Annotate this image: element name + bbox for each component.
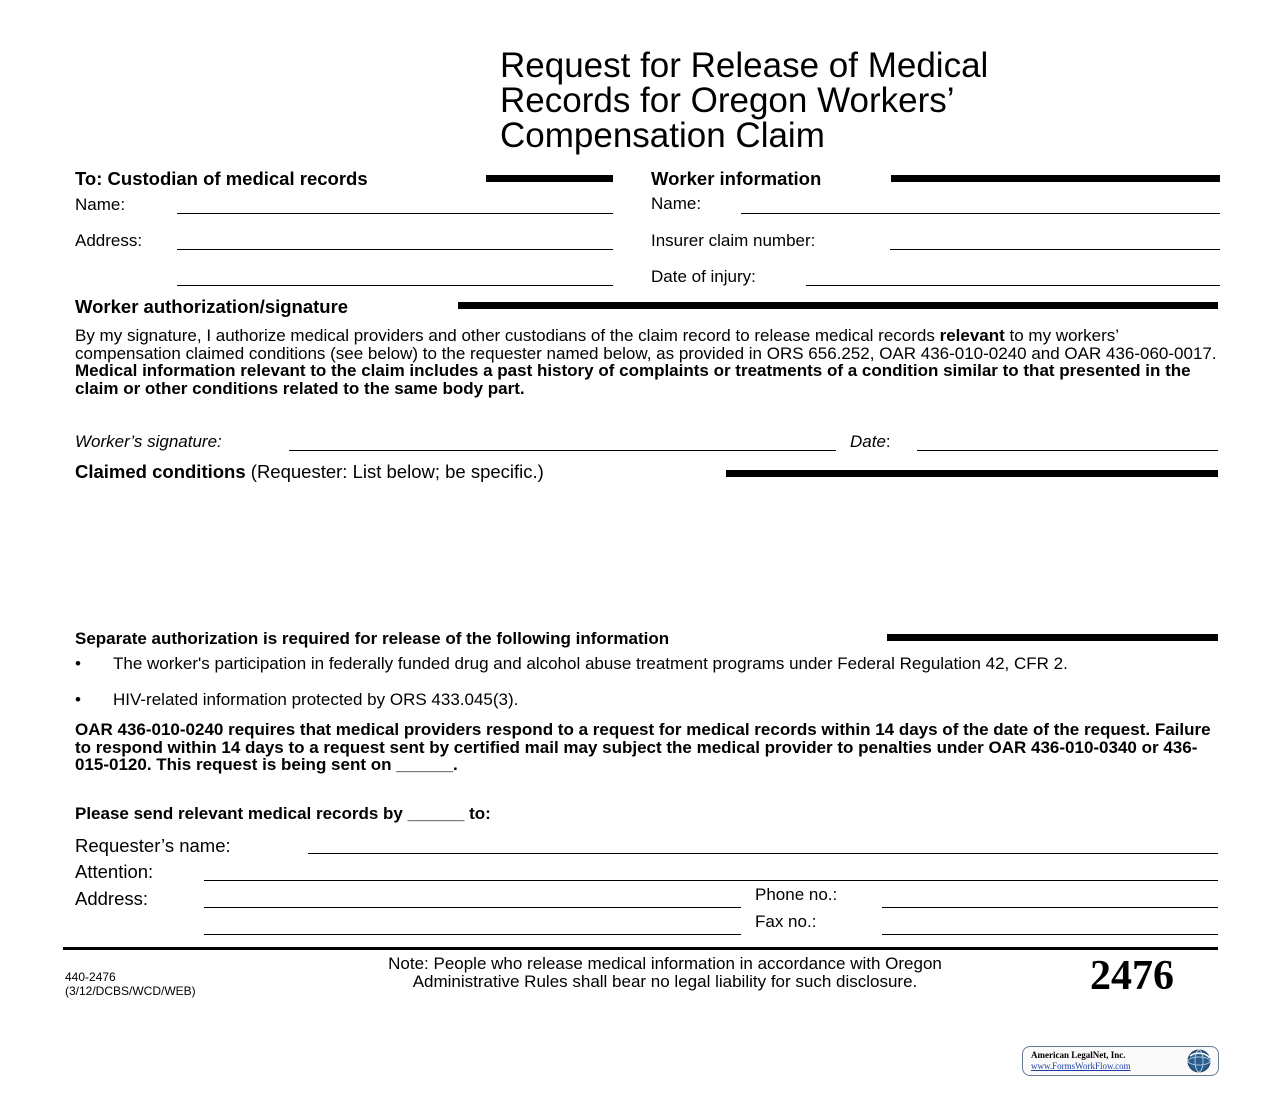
requester-name-label: Requester’s name: [75, 835, 231, 856]
phone-field[interactable] [882, 907, 1218, 908]
insurer-claim-field[interactable] [890, 249, 1220, 250]
requester-address-field-2[interactable] [204, 934, 741, 935]
authorization-heading-rule [458, 302, 1218, 309]
fax-label: Fax no.: [755, 912, 817, 931]
form-revision: (3/12/DCBS/WCD/WEB) [65, 984, 196, 998]
title-line-1: Request for Release of Medical [500, 46, 989, 85]
logo-url-link[interactable]: www.FormsWorkFlow.com [1031, 1061, 1131, 1071]
attention-label: Attention: [75, 861, 154, 882]
worker-info-heading-rule [891, 175, 1220, 182]
form-code: 440-2476 [65, 970, 116, 984]
signature-date-field[interactable] [917, 450, 1218, 451]
worker-name-field[interactable] [741, 213, 1220, 214]
worker-name-label: Name: [651, 194, 702, 213]
requester-name-field[interactable] [308, 853, 1218, 854]
liability-note-line-1: Note: People who release medical information in accordance with Oregon [388, 954, 942, 973]
custodian-heading-rule [486, 175, 613, 182]
worker-signature-label: Worker’s signature: [75, 432, 222, 451]
authorization-text-2: to my workers’ compensation claimed conditions (see below) to the requester named below, as provided in ORS 656.252, OAR 436-010-0240 and OAR 436-060-0017. [75, 326, 1217, 363]
insurer-claim-label: Insurer claim number: [651, 231, 816, 250]
form-number: 2476 [1090, 953, 1174, 999]
footer-rule [63, 947, 1218, 950]
custodian-address-field-1[interactable] [177, 249, 613, 250]
bullet-text: The worker's participation in federally funded drug and alcohol abuse treatment programs under Federal Regulation 42, CFR 2. [113, 654, 1068, 673]
claimed-conditions-note: (Requester: List below; be specific.) [245, 461, 544, 482]
claimed-conditions-rule [726, 470, 1218, 477]
worker-info-heading: Worker information [651, 168, 822, 189]
date-of-injury-field[interactable] [806, 285, 1220, 286]
signature-date-colon: : [885, 432, 891, 451]
signature-date-word: Date [850, 432, 886, 451]
custodian-name-label: Name: [75, 195, 126, 214]
oar-notice: OAR 436-010-0240 requires that medical providers respond to a request for medical records within 14 days of the date of the request. Failure to respond within 14 days to a request sent by certified mail may subject the medical provider to penalties under OAR 436-010-0340 or 436-015-0120. This request is being sent on ______. [75, 720, 1211, 775]
custodian-address-field-2[interactable] [177, 285, 613, 286]
phone-label: Phone no.: [755, 885, 838, 904]
custodian-name-field[interactable] [177, 213, 613, 214]
requester-address-field-1[interactable] [204, 907, 741, 908]
requester-address-label: Address: [75, 888, 149, 909]
globe-icon [1183, 1048, 1215, 1074]
authorization-text [75, 327, 1218, 397]
authorization-text-relevant: relevant [939, 326, 1005, 345]
authorization-text-1: By my signature, I authorize medical providers and other custodians of the claim record to release medical records [75, 326, 940, 345]
title-line-3: Compensation Claim [500, 116, 825, 155]
attention-field[interactable] [204, 880, 1218, 881]
authorization-heading: Worker authorization/signature [75, 296, 349, 317]
claimed-conditions-heading [75, 461, 544, 483]
american-legalnet-logo[interactable] [1022, 1046, 1219, 1076]
form-title [500, 48, 988, 153]
date-of-injury-label: Date of injury: [651, 267, 756, 286]
custodian-address-label: Address: [75, 231, 143, 250]
worker-signature-field[interactable] [289, 450, 836, 451]
send-records-text: Please send relevant medical records by ______ to: [75, 804, 491, 823]
liability-note [270, 955, 1060, 991]
bullet-dot: • [75, 690, 81, 709]
fax-field[interactable] [882, 934, 1218, 935]
signature-date-label [850, 432, 891, 452]
claimed-conditions-area[interactable] [75, 490, 1218, 620]
separate-authorization-rule [887, 634, 1218, 641]
logo-company-name: American LegalNet, Inc. [1031, 1050, 1126, 1060]
claimed-conditions-title: Claimed conditions [75, 461, 246, 482]
authorization-text-medical-info: Medical information relevant to the claim includes a past history of complaints or treatments of a condition similar to that presented in the claim or other conditions related to the same body part. [75, 361, 1191, 398]
bullet-text: HIV-related information protected by ORS 433.045(3). [113, 690, 519, 709]
liability-note-line-2: Administrative Rules shall bear no legal liability for such disclosure. [412, 972, 918, 991]
custodian-heading: To: Custodian of medical records [75, 168, 368, 189]
form-code-block [65, 970, 196, 998]
bullet-dot: • [75, 654, 81, 673]
separate-authorization-heading: Separate authorization is required for release of the following information [75, 629, 670, 648]
title-line-2: Records for Oregon Workers’ [500, 81, 955, 120]
